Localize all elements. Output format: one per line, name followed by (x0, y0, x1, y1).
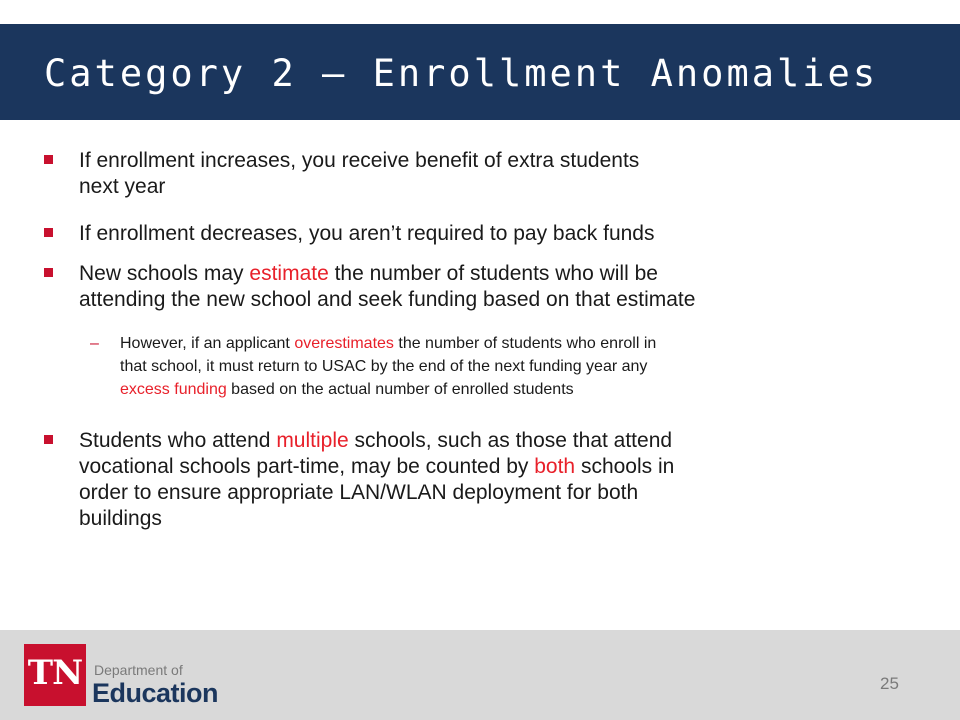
education-label: Education (92, 678, 219, 708)
dash-bullet-icon: – (90, 335, 99, 352)
highlighted-text: excess funding (120, 381, 227, 398)
logo-mark: TN (27, 653, 83, 693)
square-bullet-icon (44, 155, 53, 164)
page-number: 25 (880, 674, 899, 693)
highlighted-text: estimate (249, 262, 329, 285)
bullet-line: buildings (79, 507, 162, 530)
text-segment: schools, such as those that attend (348, 429, 673, 452)
bullet-text (79, 221, 879, 247)
highlighted-text: both (534, 455, 576, 478)
text-segment: However, if an applicant (120, 335, 295, 352)
bullet-text (79, 148, 879, 200)
square-bullet-icon (44, 268, 53, 277)
bullet-line: next year (79, 175, 166, 198)
text-segment: vocational schools part-time, may be counted by (79, 455, 535, 478)
bullet-line (79, 428, 879, 454)
bullet-line: If enrollment increases, you receive benefit of extra students (79, 149, 640, 172)
slide-title: Category 2 – Enrollment Anomalies (44, 52, 879, 95)
bullet-line: If enrollment decreases, you aren’t required to pay back funds (79, 222, 655, 245)
text-segment: schools in (575, 455, 675, 478)
highlighted-text: overestimates (294, 335, 394, 352)
department-label: Department of (94, 662, 183, 678)
sub-bullet-text (120, 332, 930, 401)
text-segment: Students who attend (79, 429, 277, 452)
bullet-line (79, 261, 879, 287)
text-segment: New schools may (79, 262, 250, 285)
slide-footer (0, 630, 960, 720)
square-bullet-icon (44, 228, 53, 237)
bullet-text (79, 261, 879, 313)
tn-logo-icon (24, 644, 86, 706)
text-segment: the number of students who enroll in (393, 335, 657, 352)
bullet-line: attending the new school and seek funding based on that estimate (79, 288, 696, 311)
square-bullet-icon (44, 435, 53, 444)
highlighted-text: multiple (276, 429, 349, 452)
sub-bullet-line (120, 378, 930, 401)
sub-bullet-line: that school, it must return to USAC by the end of the next funding year any (120, 358, 648, 375)
bullet-line (79, 454, 879, 480)
sub-bullet-line (120, 332, 930, 355)
text-segment: based on the actual number of enrolled students (226, 381, 574, 398)
bullet-line: order to ensure appropriate LAN/WLAN deployment for both (79, 481, 639, 504)
text-segment: the number of students who will be (328, 262, 658, 285)
bullet-text (79, 428, 879, 532)
